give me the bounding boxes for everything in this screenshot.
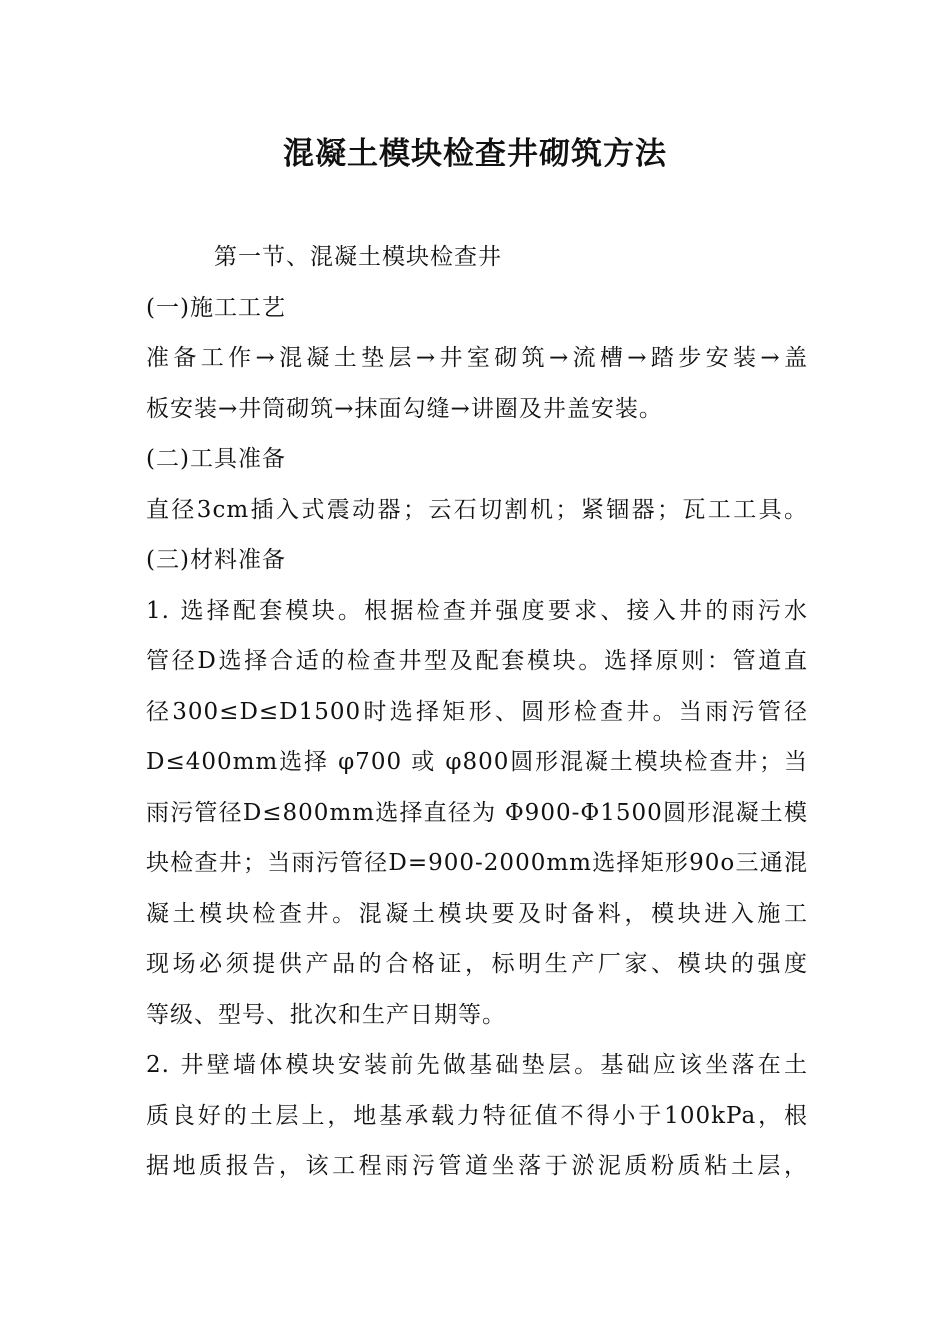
materials-item2-line: 2. 井壁墙体模块安装前先做基础垫层。基础应该坐落在土	[146, 1052, 808, 1078]
materials-item1-line: 现场必须提供产品的合格证，标明生产厂家、模块的强度	[146, 951, 808, 977]
subsection-heading-materials: (三)材料准备	[146, 547, 286, 573]
document-body	[146, 232, 808, 1192]
document-title: 混凝土模块检查井砌筑方法	[283, 136, 667, 172]
process-line: 准备工作→混凝土垫层→井室砌筑→流槽→踏步安装→盖	[146, 345, 808, 371]
materials-item2-line: 据地质报告，该工程雨污管道坐落于淤泥质粉质粘土层，	[146, 1153, 808, 1179]
materials-item1-line: 雨污管径D≤800mm选择直径为 Φ900-Φ1500圆形混凝土模	[146, 799, 808, 826]
materials-item1-line: 管径D选择合适的检查井型及配套模块。选择原则：管道直	[146, 648, 808, 674]
materials-item1-line: D≤400mm选择 φ700 或 φ800圆形混凝土模块检查井；当	[146, 749, 808, 775]
materials-item2-line: 质良好的土层上，地基承载力特征值不得小于100kPa，根	[146, 1102, 808, 1129]
process-line: 板安装→井筒砌筑→抹面勾缝→讲圈及井盖安装。	[146, 395, 663, 422]
materials-item1-line: 块检查井；当雨污管径D=900-2000mm选择矩形90o三通混	[146, 850, 808, 876]
subsection-heading-tools: (二)工具准备	[146, 446, 286, 472]
materials-item1-line: 1. 选择配套模块。根据检查并强度要求、接入井的雨污水	[146, 597, 808, 624]
materials-item1-line: 凝土模块检查井。混凝土模块要及时备料，模块进入施工	[146, 900, 808, 927]
materials-item1-line: 等级、型号、批次和生产日期等。	[146, 1001, 506, 1028]
tools-line: 直径3cm插入式震动器；云石切割机；紧锢器；瓦工工具。	[146, 496, 808, 523]
subsection-heading-process: (一)施工工艺	[146, 294, 286, 321]
materials-item1-line: 径300≤D≤D1500时选择矩形、圆形检查井。当雨污管径	[146, 698, 808, 725]
section-heading: 第一节、混凝土模块检查井	[214, 244, 502, 270]
